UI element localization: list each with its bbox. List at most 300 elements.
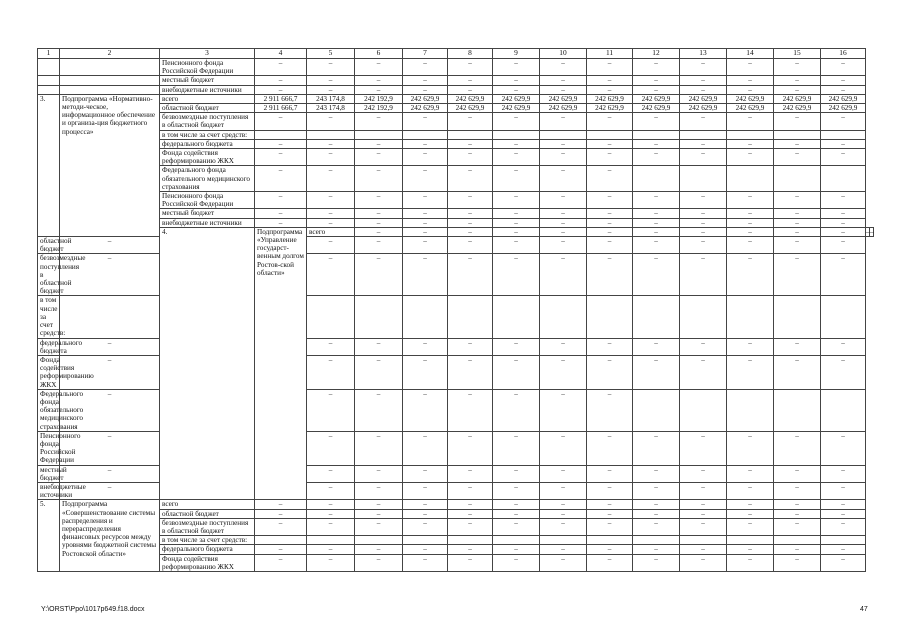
table-row [38,209,874,218]
amount-cell [448,296,493,338]
amount-cell: – [774,59,821,76]
amount-cell: – [355,149,403,166]
amount-cell [774,166,821,192]
amount-cell: – [540,209,587,218]
amount-cell: – [448,545,493,554]
amount-cell: – [774,227,821,236]
amount-cell [633,166,680,192]
amount-cell [355,296,403,338]
amount-cell [633,389,680,431]
amount-cell: – [307,192,355,209]
subprogram-number: 5. [38,500,60,572]
amount-cell: – [448,237,493,254]
amount-cell [633,536,680,545]
amount-cell: – [60,355,160,389]
amount-cell: – [448,465,493,482]
amount-cell: – [255,209,307,218]
amount-cell: – [448,518,493,535]
amount-cell: – [587,166,633,192]
amount-cell: – [774,218,821,227]
amount-cell: – [403,139,448,148]
amount-cell: – [774,355,821,389]
amount-cell: – [403,482,448,499]
amount-cell: – [821,209,866,218]
amount-cell: 242 629,9 [448,94,493,103]
amount-cell: – [493,149,540,166]
amount-cell: – [821,113,866,130]
column-number-header: 7 [403,49,448,59]
amount-cell: – [727,149,774,166]
amount-cell: – [821,149,866,166]
funding-source: в том числе за счет средств: [160,536,255,545]
amount-cell: – [680,227,727,236]
amount-cell: 2 911 666,7 [255,94,307,103]
amount-cell: – [60,482,160,499]
amount-cell: – [60,338,160,355]
amount-cell: – [587,482,633,499]
amount-cell: – [821,76,866,85]
amount-cell: 242 629,9 [540,104,587,113]
amount-cell: – [633,545,680,554]
amount-cell: – [255,166,307,192]
table-row [38,518,874,535]
table-row [38,149,874,166]
amount-cell: – [493,509,540,518]
amount-cell: – [821,85,866,94]
amount-cell: – [540,218,587,227]
amount-cell: – [727,59,774,76]
amount-cell: – [403,76,448,85]
amount-cell: – [870,227,874,236]
amount-cell: – [355,76,403,85]
amount-cell: – [821,355,866,389]
amount-cell: – [727,85,774,94]
amount-cell: – [866,227,870,236]
amount-cell: – [493,237,540,254]
amount-cell: – [727,355,774,389]
amount-cell: – [540,227,587,236]
amount-cell: – [355,209,403,218]
funding-source: всего [160,500,255,509]
amount-cell: – [680,554,727,571]
amount-cell: – [493,166,540,192]
amount-cell: – [727,192,774,209]
amount-cell: – [493,545,540,554]
amount-cell [493,536,540,545]
amount-cell: – [255,149,307,166]
amount-cell: – [307,465,355,482]
subprogram-name: Подпрограмма «Управление государст-венным долгом Ростов-ской области» [255,227,307,500]
amount-cell: 242 192,9 [355,104,403,113]
amount-cell: – [633,59,680,76]
amount-cell: – [255,518,307,535]
amount-cell: – [633,518,680,535]
amount-cell: – [680,139,727,148]
funding-source: внебюджетные источники [38,482,60,499]
amount-cell: 2 911 666,7 [255,104,307,113]
amount-cell [680,166,727,192]
amount-cell: – [774,431,821,465]
amount-cell: – [307,482,355,499]
subprogram-number [38,85,60,94]
amount-cell: – [633,192,680,209]
amount-cell: – [403,254,448,296]
amount-cell: – [448,482,493,499]
funding-source: местный бюджет [160,209,255,218]
subprogram-number: 3. [38,94,60,236]
amount-cell: – [403,431,448,465]
amount-cell: – [355,355,403,389]
amount-cell: – [587,76,633,85]
amount-cell: 242 629,9 [727,94,774,103]
amount-cell: – [774,85,821,94]
amount-cell: – [774,237,821,254]
amount-cell: – [60,389,160,431]
amount-cell: 242 629,9 [680,94,727,103]
table-row [38,192,874,209]
table-row [38,227,874,236]
amount-cell: – [255,139,307,148]
amount-cell: – [493,500,540,509]
column-number-header: 3 [160,49,255,59]
amount-cell [255,130,307,139]
amount-cell: – [633,338,680,355]
amount-cell: – [540,465,587,482]
amount-cell: 242 192,9 [355,94,403,103]
amount-cell: – [727,76,774,85]
amount-cell: – [355,218,403,227]
amount-cell: – [587,431,633,465]
amount-cell: 242 629,9 [680,104,727,113]
amount-cell: – [587,338,633,355]
amount-cell: – [307,509,355,518]
amount-cell: – [821,192,866,209]
amount-cell: – [307,355,355,389]
table-row [38,218,874,227]
amount-cell: – [540,389,587,431]
amount-cell: – [680,113,727,130]
amount-cell: – [60,254,160,296]
column-number-header: 12 [633,49,680,59]
table-body [38,49,874,572]
amount-cell: – [355,237,403,254]
amount-cell [774,130,821,139]
amount-cell: – [821,59,866,76]
amount-cell: – [448,59,493,76]
amount-cell: – [587,509,633,518]
amount-cell: – [307,166,355,192]
amount-cell: – [680,545,727,554]
amount-cell: – [448,209,493,218]
amount-cell: – [680,237,727,254]
amount-cell: – [633,227,680,236]
amount-cell: – [255,500,307,509]
amount-cell: – [355,554,403,571]
column-number-header: 5 [307,49,355,59]
amount-cell [821,166,866,192]
amount-cell: – [633,76,680,85]
amount-cell: – [727,431,774,465]
subprogram-name [60,85,160,94]
amount-cell: – [403,166,448,192]
amount-cell: – [680,355,727,389]
funding-source: Федерального фонда обязательного медицинского страхования [160,166,255,192]
amount-cell: – [355,85,403,94]
funding-source: в том числе за счет средств: [38,296,60,338]
funding-source: Пенсионного фонда Российской Федерации [160,192,255,209]
amount-cell: – [307,209,355,218]
funding-source: Фонда содействия реформированию ЖКХ [160,149,255,166]
amount-cell: – [355,518,403,535]
amount-cell: 242 629,9 [403,94,448,103]
amount-cell: – [587,545,633,554]
amount-cell: – [774,149,821,166]
amount-cell [493,130,540,139]
amount-cell: – [727,338,774,355]
amount-cell: – [355,59,403,76]
amount-cell: – [403,209,448,218]
amount-cell: – [307,237,355,254]
amount-cell: – [587,139,633,148]
amount-cell: – [403,465,448,482]
amount-cell: – [587,554,633,571]
amount-cell [727,130,774,139]
amount-cell: – [255,59,307,76]
amount-cell: – [774,465,821,482]
amount-cell: – [448,509,493,518]
amount-cell: – [680,85,727,94]
column-number-header: 14 [727,49,774,59]
amount-cell: – [821,465,866,482]
amount-cell: – [355,389,403,431]
amount-cell: 242 629,9 [633,104,680,113]
amount-cell: 242 629,9 [774,94,821,103]
amount-cell: – [355,431,403,465]
amount-cell: – [255,76,307,85]
amount-cell: – [633,139,680,148]
amount-cell: – [403,500,448,509]
amount-cell [307,296,355,338]
amount-cell [403,536,448,545]
amount-cell [680,130,727,139]
amount-cell [448,536,493,545]
amount-cell: – [355,500,403,509]
amount-cell: 242 629,9 [821,94,866,103]
amount-cell: – [680,500,727,509]
amount-cell: – [307,218,355,227]
amount-cell: 242 629,9 [403,104,448,113]
column-number-header: 4 [255,49,307,59]
amount-cell: 242 629,9 [540,94,587,103]
funding-source: в том числе за счет средств: [160,130,255,139]
amount-cell: – [633,254,680,296]
amount-cell: – [355,509,403,518]
file-path: Y:\ORST\Ppo\1017p649.f18.docx [41,606,145,613]
amount-cell [355,536,403,545]
amount-cell: – [355,465,403,482]
amount-cell: – [255,545,307,554]
funding-source: местный бюджет [38,465,60,482]
amount-cell: – [774,482,821,499]
amount-cell: – [307,85,355,94]
table-row [38,94,874,103]
table-row [38,85,874,94]
amount-cell: – [493,218,540,227]
amount-cell: 243 174,8 [307,104,355,113]
amount-cell [821,389,866,431]
amount-cell [403,130,448,139]
budget-table [37,48,874,572]
funding-source: местный бюджет [160,76,255,85]
amount-cell: – [493,482,540,499]
amount-cell [60,296,160,338]
amount-cell: – [307,149,355,166]
amount-cell: – [774,338,821,355]
amount-cell: – [680,465,727,482]
budget-table-page [37,48,874,572]
amount-cell: – [821,139,866,148]
column-number-header: 15 [774,49,821,59]
amount-cell: – [633,465,680,482]
subprogram-name [60,59,160,76]
amount-cell: – [355,254,403,296]
amount-cell [774,296,821,338]
amount-cell: – [540,355,587,389]
amount-cell: – [493,389,540,431]
amount-cell [727,389,774,431]
amount-cell: – [587,113,633,130]
amount-cell: – [540,500,587,509]
column-number-header: 11 [587,49,633,59]
amount-cell: – [540,545,587,554]
amount-cell: – [403,227,448,236]
amount-cell: – [680,431,727,465]
amount-cell: – [821,482,866,499]
amount-cell: – [403,59,448,76]
column-number-header: 10 [540,49,587,59]
amount-cell: – [680,192,727,209]
funding-source: Пенсионного фонда Российской Федерации [38,431,60,465]
amount-cell: – [403,355,448,389]
funding-source: внебюджетные источники [160,218,255,227]
amount-cell: – [307,518,355,535]
amount-cell: – [60,431,160,465]
amount-cell: – [774,139,821,148]
amount-cell: – [493,192,540,209]
amount-cell: – [493,139,540,148]
amount-cell: – [587,227,633,236]
amount-cell: – [774,209,821,218]
amount-cell: – [255,218,307,227]
amount-cell [633,296,680,338]
amount-cell: – [680,482,727,499]
amount-cell: 242 629,9 [448,104,493,113]
amount-cell: – [307,59,355,76]
amount-cell: – [587,59,633,76]
amount-cell: – [680,254,727,296]
table-row [38,545,874,554]
amount-cell: – [587,465,633,482]
amount-cell: – [821,237,866,254]
amount-cell: – [448,192,493,209]
amount-cell: – [587,85,633,94]
column-number-header: 6 [355,49,403,59]
amount-cell: – [587,518,633,535]
amount-cell: – [821,431,866,465]
amount-cell: – [448,500,493,509]
amount-cell: – [727,227,774,236]
amount-cell [587,536,633,545]
amount-cell: – [403,338,448,355]
amount-cell: – [774,192,821,209]
amount-cell: – [493,355,540,389]
amount-cell: – [255,554,307,571]
amount-cell: 242 629,9 [633,94,680,103]
amount-cell: – [493,59,540,76]
amount-cell: – [307,545,355,554]
amount-cell: – [307,431,355,465]
amount-cell: – [727,237,774,254]
amount-cell: – [633,113,680,130]
amount-cell: – [821,254,866,296]
amount-cell: – [633,237,680,254]
amount-cell: – [493,554,540,571]
amount-cell: – [587,209,633,218]
amount-cell: – [403,218,448,227]
subprogram-number: 4. [160,227,255,500]
amount-cell: 242 629,9 [493,104,540,113]
header-row [38,49,874,59]
amount-cell: – [540,509,587,518]
amount-cell: – [727,500,774,509]
amount-cell [587,130,633,139]
amount-cell: – [540,149,587,166]
funding-source: внебюджетные источники [160,85,255,94]
amount-cell: – [680,509,727,518]
amount-cell [540,536,587,545]
amount-cell: – [493,227,540,236]
funding-source: областной бюджет [38,237,60,254]
amount-cell: – [355,338,403,355]
amount-cell [821,536,866,545]
amount-cell: – [493,113,540,130]
amount-cell: – [355,166,403,192]
amount-cell: – [493,338,540,355]
amount-cell: – [633,554,680,571]
amount-cell: – [680,76,727,85]
table-row [38,166,874,192]
amount-cell: – [540,554,587,571]
amount-cell: – [821,545,866,554]
amount-cell: – [540,431,587,465]
amount-cell: – [403,545,448,554]
amount-cell: – [587,192,633,209]
table-row [38,536,874,545]
table-row [38,104,874,113]
amount-cell: – [448,254,493,296]
amount-cell: – [355,192,403,209]
amount-cell: – [727,509,774,518]
amount-cell: – [493,518,540,535]
table-row [38,130,874,139]
amount-cell: 242 629,9 [727,104,774,113]
amount-cell: – [493,254,540,296]
funding-source: Федерального фонда обязательного медицинского страхования [38,389,60,431]
amount-cell: – [255,113,307,130]
table-row [38,113,874,130]
amount-cell: – [727,139,774,148]
amount-cell: – [493,76,540,85]
